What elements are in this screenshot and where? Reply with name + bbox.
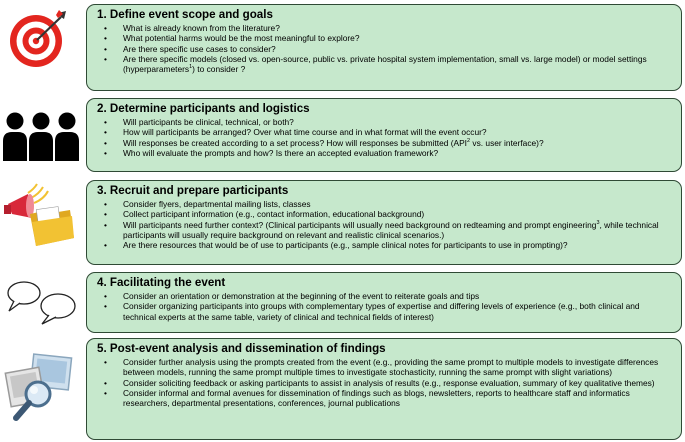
step-title: 5. Post-event analysis and dissemination of findings	[97, 342, 386, 355]
step-2-box	[86, 98, 682, 172]
list-item: • Will participants need further context? (Clinical participants will usually need background on redteaming and prompt engineering$^3$, while technical participants will usually require background on relevant and realistic clinical scenarios.)	[97, 220, 673, 241]
bullet-list	[97, 23, 673, 74]
megaphone-folder-icon	[4, 180, 76, 250]
list-item: • Consider soliciting feedback or asking participants to assist in analysis of results (e.g., response evaluation, summary of key qualitative themes)	[97, 378, 673, 388]
list-item: • Who will evaluate the prompts and how? Is there an accepted evaluation framework?	[97, 148, 673, 158]
list-item: • Are there specific models (closed vs. open-source, public vs. private hospital system implementation, small vs. large model) or model settings (hyperparameters$^1$) to consider ?	[97, 54, 673, 75]
target-icon	[6, 8, 68, 70]
bullet-list	[97, 357, 673, 408]
list-item: • Will participants be clinical, technical, or both?	[97, 117, 673, 127]
list-item: • Consider informal and formal avenues for dissemination of findings such as blogs, newsletters, reports to healthcare staff and informatics researchers, departmental presentations, conferences, journal publications	[97, 388, 673, 409]
step-title: 3. Recruit and prepare participants	[97, 184, 289, 197]
bullet-list	[97, 199, 673, 250]
footnote-marker: 2	[467, 137, 471, 144]
list-item: • Consider further analysis using the prompts created from the event (e.g., providing the same prompt to multiple models to investigate differences between models, running the same prompt multiple times to investigate stochasticity, running the same prompt with slight variations)	[97, 357, 673, 378]
list-item: • Consider flyers, departmental mailing lists, classes	[97, 199, 673, 209]
speech-bubbles-icon	[4, 276, 78, 326]
step-4-box	[86, 272, 682, 333]
footnote-marker: 1	[189, 64, 193, 71]
bullet-list	[97, 291, 673, 322]
list-item: • How will participants be arranged? Over what time course and in what format will the event occur?	[97, 127, 673, 137]
list-item: • Consider an orientation or demonstration at the beginning of the event to reiterate goals and tips	[97, 291, 673, 301]
step-1-box	[86, 4, 682, 91]
list-item: • Are there resources that would be of use to participants (e.g., sample clinical notes for participants to use in prompting)?	[97, 240, 673, 250]
list-item: • Will responses be created according to a set process? How will responses be submitted (API$^2$ vs. user interface)?	[97, 138, 673, 148]
step-5-box	[86, 338, 682, 440]
step-3-box	[86, 180, 682, 265]
list-item: • What is already known from the literature?	[97, 23, 673, 33]
step-title: 4. Facilitating the event	[97, 276, 226, 289]
step-title: 2. Determine participants and logistics	[97, 102, 310, 115]
list-item: • Collect participant information (e.g., contact information, educational background)	[97, 209, 673, 219]
bullet-list	[97, 117, 673, 158]
list-item: • What potential harms would be the most meaningful to explore?	[97, 33, 673, 43]
list-item: • Are there specific use cases to consider?	[97, 44, 673, 54]
magnifier-photos-icon	[4, 352, 80, 428]
step-title: 1. Define event scope and goals	[97, 8, 273, 21]
people-icon	[2, 111, 80, 161]
footnote-marker: 3	[596, 219, 600, 226]
list-item: • Consider organizing participants into groups with complementary types of expertise and differing levels of experience (e.g., both clinical and technical experts at the same table, variety of clinical and technical fields of interest)	[97, 301, 673, 322]
